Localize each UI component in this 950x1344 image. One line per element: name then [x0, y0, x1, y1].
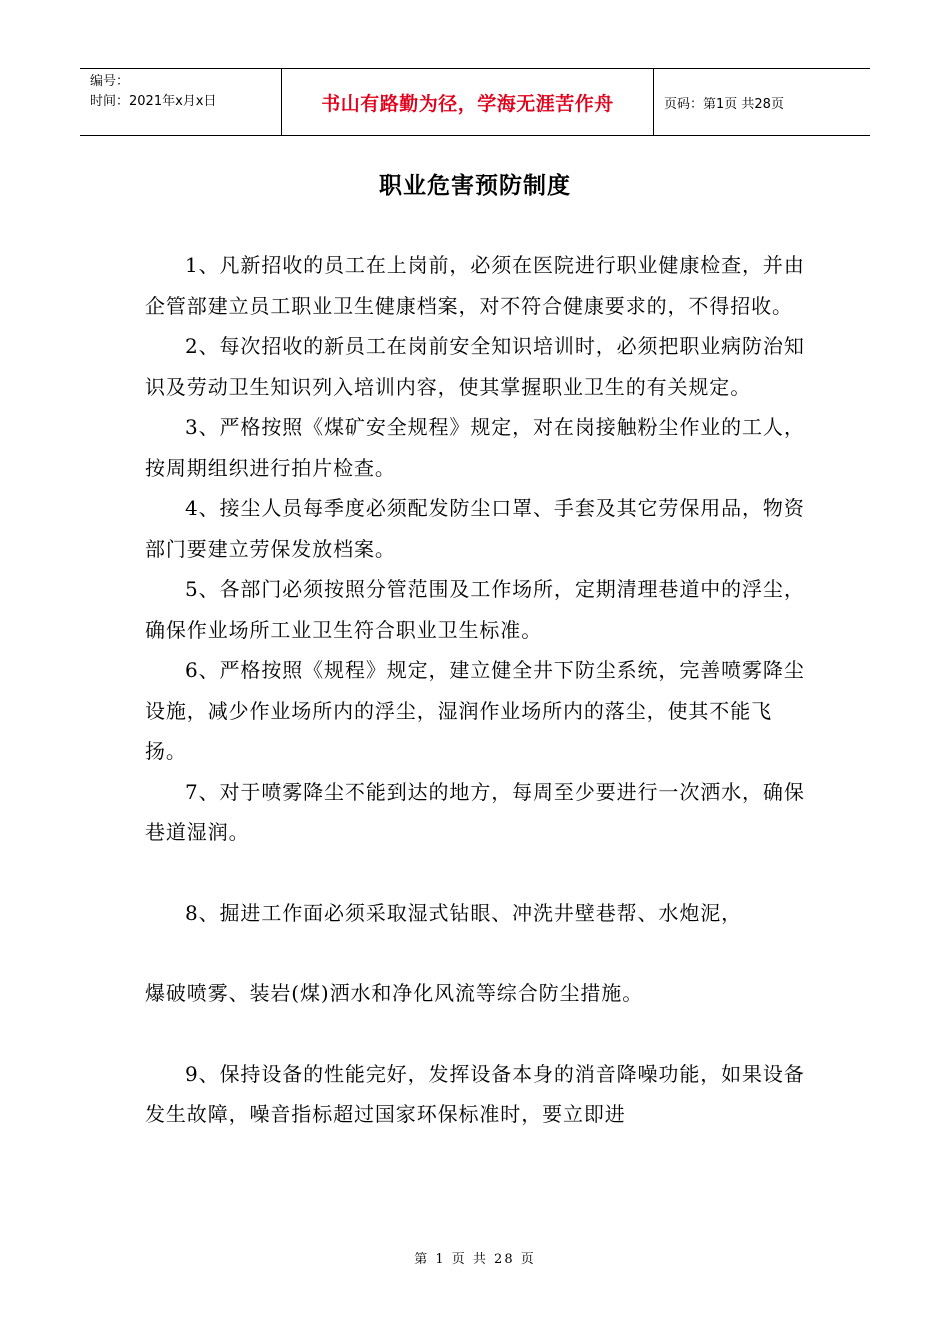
paragraph-8-continued: 爆破喷雾、装岩(煤)洒水和净化风流等综合防尘措施。 [145, 981, 644, 1005]
motto-text: 书山有路勤为径，学海无涯苦作舟 [321, 92, 614, 115]
document-title: 职业危害预防制度 [379, 173, 571, 199]
paragraph-1: 1、凡新招收的员工在上岗前，必须在医院进行职业健康检查，并由企管部建立员工职业卫生健康档案，对不符合健康要求的，不得招收。 [145, 253, 805, 318]
paragraph-3: 3、严格按照《煤矿安全规程》规定，对在岗接触粉尘作业的工人，按周期组织进行拍片检查。 [145, 415, 805, 480]
paragraph-9: 9、保持设备的性能完好，发挥设备本身的消音降噪功能，如果设备发生故障，噪音指标超过国家环保标准时，要立即进 [145, 1061, 805, 1126]
header-meta-cell [80, 69, 281, 135]
page-info: 页码：第1页 共28页 [664, 96, 784, 112]
paragraph-2: 2、每次招收的新员工在岗前安全知识培训时，必须把职业病防治知识及劳动卫生知识列入培训内容，使其掌握职业卫生的有关规定。 [145, 334, 805, 399]
paragraph-8: 8、掘进工作面必须采取湿式钻眼、冲洗井壁巷帮、水炮泥， [185, 900, 743, 925]
document-header [80, 68, 870, 136]
date-line: 时间：2021年x月x日 [90, 94, 217, 109]
header-motto-cell [281, 69, 654, 135]
document-body [145, 245, 810, 1135]
doc-number-label: 编号： [90, 74, 130, 89]
paragraph-5: 5、各部门必须按照分管范围及工作场所，定期清理巷道中的浮尘，确保作业场所工业卫生符合职业卫生标准。 [145, 577, 805, 642]
page-footer: 第 1 页 共 28 页 [414, 1252, 536, 1267]
paragraph-4: 4、接尘人员每季度必须配发防尘口罩、手套及其它劳保用品，物资部门要建立劳保发放档案。 [145, 496, 805, 561]
header-page-cell [654, 69, 870, 135]
paragraph-7: 7、对于喷雾降尘不能到达的地方，每周至少要进行一次洒水，确保巷道湿润。 [145, 779, 805, 844]
paragraph-6: 6、严格按照《规程》规定，建立健全井下防尘系统，完善喷雾降尘设施，减少作业场所内的浮尘，湿润作业场所内的落尘，使其不能飞扬。 [145, 658, 805, 763]
